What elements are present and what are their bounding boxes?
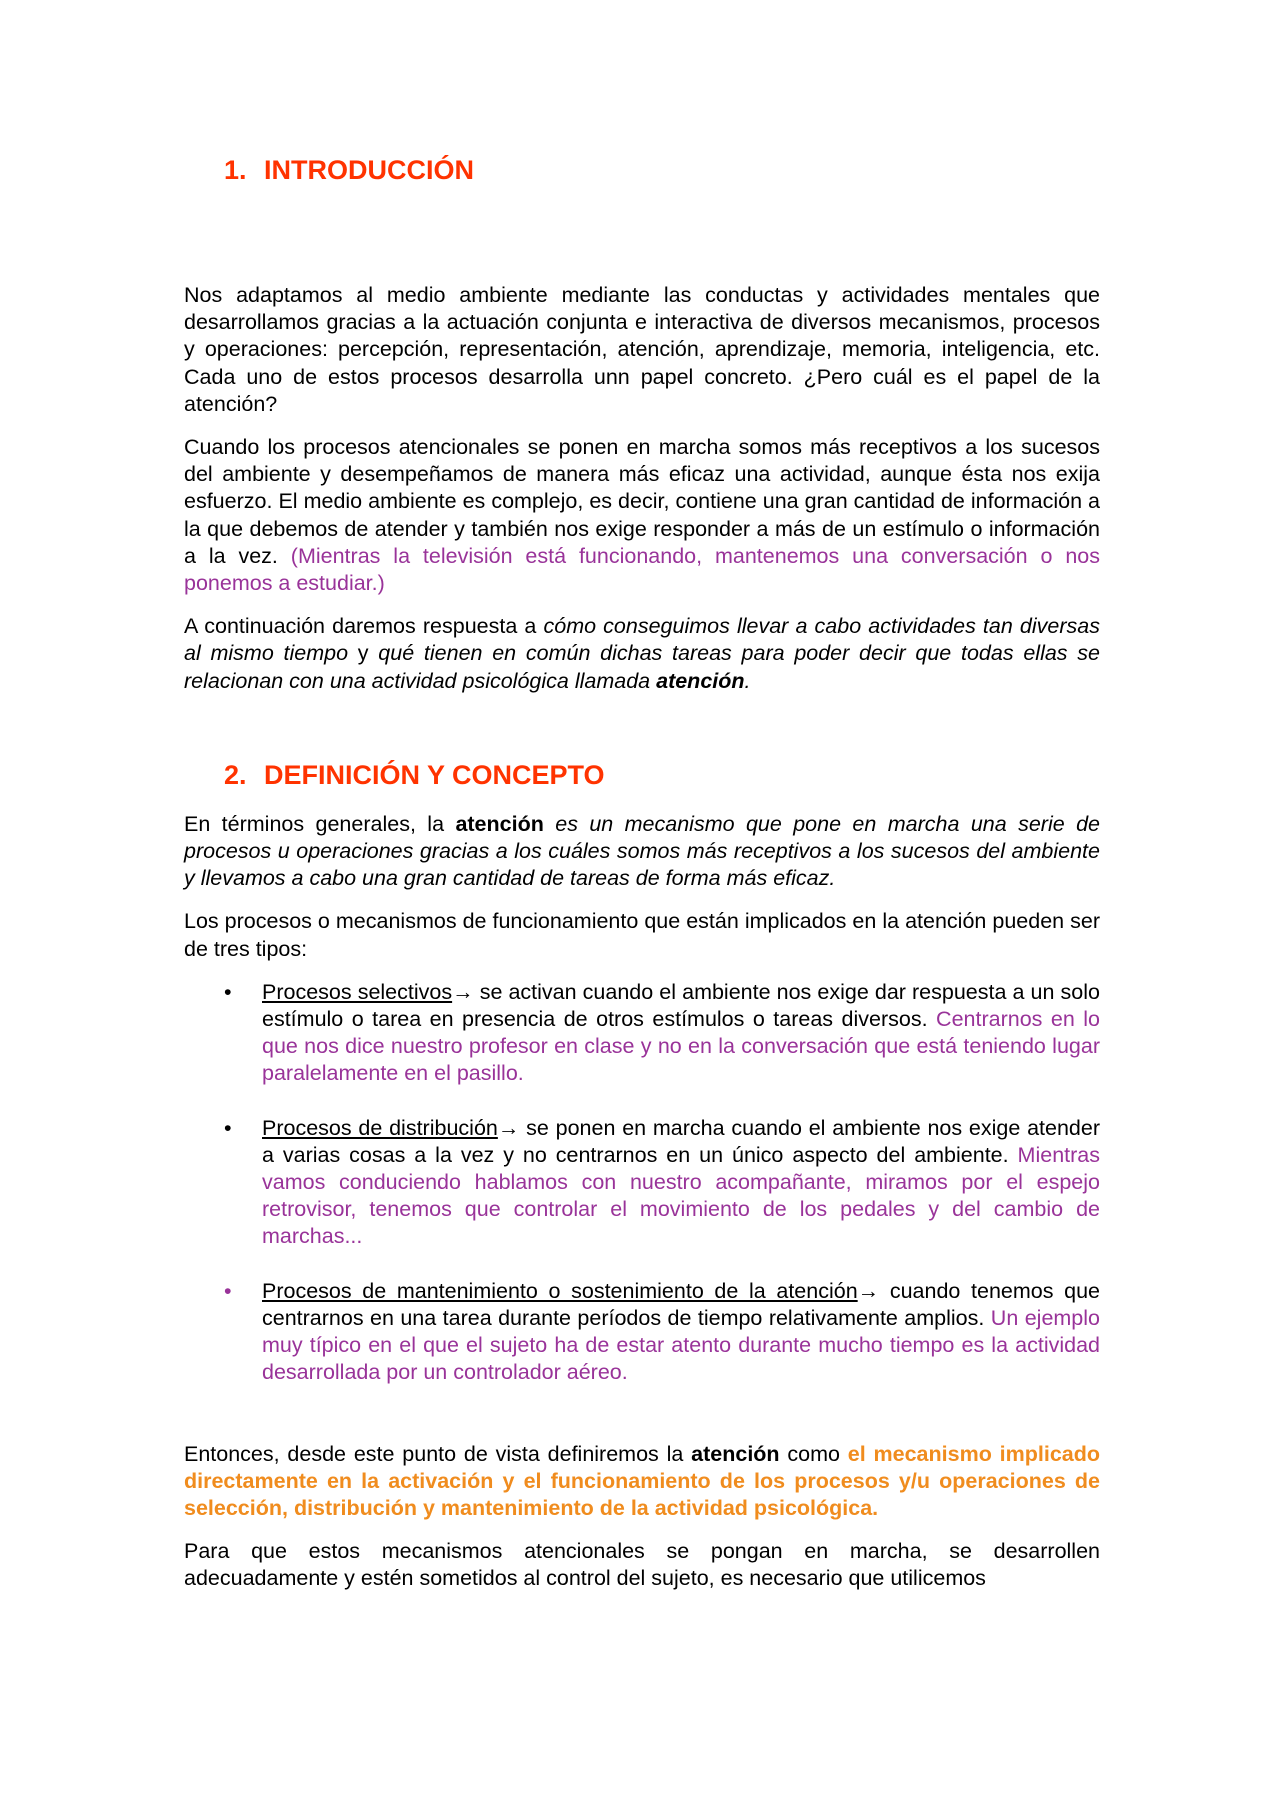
list-item — [184, 1115, 1100, 1251]
section-2-number: 2. — [224, 759, 247, 790]
intro-p3-f: . — [744, 668, 751, 693]
bullet-term: Procesos de mantenimiento o sostenimiento de la atención — [262, 1278, 858, 1303]
bullet-marker: • — [224, 1278, 232, 1303]
section-1-title: INTRODUCCIÓN — [264, 155, 474, 185]
intro-paragraph-3 — [184, 613, 1100, 695]
bullet-marker: • — [224, 1115, 232, 1140]
intro-p3-d: qué tienen en común dichas tareas para poder decir que todas ellas se relacionan con una actividad psicológica llamada — [184, 641, 1101, 693]
definition-paragraph-4: Para que estos mecanismos atencionales se pongan en marcha, se desarrollen adecuadamente y estén sometidos al control del sujeto, es necesario que utilicemos — [184, 1539, 1100, 1591]
section-1-number: 1. — [224, 155, 247, 185]
definition-paragraph-3 — [184, 1441, 1100, 1523]
section-1-heading — [184, 150, 1100, 190]
bullet-text: se activan cuando el ambiente nos exige dar respuesta a un solo estímulo o tarea en presencia de otros estímulos o tareas diversos. — [262, 979, 1100, 1032]
def-p3-d: el mecanismo implicado directamente en la activación y el funcionamiento de los procesos y/u operaciones de selección, distribución y mantenimiento de la actividad psicológica. — [184, 1441, 1100, 1520]
intro-p3-a: A continuación daremos respuesta a — [184, 614, 544, 639]
bullet-term: Procesos de distribución — [262, 1115, 498, 1140]
intro-paragraph-2 — [184, 434, 1100, 597]
bullet-text: se ponen en marcha cuando el ambiente nos exige atender a varias cosas a la vez y no centrarnos en un único aspecto del ambiente. — [262, 1115, 1100, 1167]
arrow-icon: → — [857, 1278, 880, 1303]
process-list — [184, 979, 1100, 1387]
section-2-heading — [184, 755, 1100, 795]
def-p1-c: es un mecanismo que pone en marcha una serie de procesos u operaciones gracias a los cuáles somos más receptivos a los sucesos del ambiente y llevamos a cabo una gran cantidad de tareas de forma más eficaz. — [184, 811, 1100, 891]
bullet-example: Centrarnos en lo que nos dice nuestro profesor en clase y no en la conversación que está teniendo lugar paralelamente en el pasillo. — [262, 1007, 1101, 1086]
def-p3-b: atención — [691, 1441, 780, 1466]
arrow-icon: → — [497, 1115, 520, 1140]
definition-paragraph-2: Los procesos o mecanismos de funcionamiento que están implicados en la atención pueden ser de tres tipos: — [184, 909, 1100, 961]
intro-p3-b: cómo conseguimos llevar a cabo actividades tan diversas al mismo tiempo — [184, 614, 1100, 666]
bullet-term: Procesos selectivos — [262, 979, 453, 1004]
bullet-example: Un ejemplo muy típico en el que el sujeto ha de estar atento durante mucho tiempo es la actividad desarrollada por un controlador aéreo. — [262, 1305, 1100, 1385]
intro-p3-e: atención — [656, 668, 745, 693]
intro-p3-c: y — [348, 641, 379, 666]
definition-paragraph-1 — [184, 811, 1100, 893]
def-p1-a: En términos generales, la — [184, 811, 456, 836]
intro-paragraph-2-text: Cuando los procesos atencionales se ponen en marcha somos más receptivos a los sucesos del ambiente y desempeñamos de manera más eficaz una actividad, aunque ésta nos exija esfuerzo. El medio ambiente es complejo, es decir, contiene una gran cantidad de información a la que debemos de atender y también nos exige responder a más de un estímulo o información a la vez. — [184, 435, 1100, 568]
bullet-text: cuando tenemos que centrarnos en una tarea durante períodos de tiempo relativamente amplios. — [262, 1278, 1100, 1330]
section-2-title: DEFINICIÓN Y CONCEPTO — [264, 759, 605, 790]
bullet-example: Mientras vamos conduciendo hablamos con nuestro acompañante, miramos por el espejo retrovisor, tenemos que controlar el movimiento de los pedales y del cambio de marchas... — [262, 1142, 1100, 1249]
list-item — [184, 1278, 1100, 1387]
arrow-icon: → — [452, 979, 474, 1004]
list-item — [184, 979, 1100, 1088]
intro-paragraph-1: Nos adaptamos al medio ambiente mediante las conductas y actividades mentales que desarrollamos gracias a la actuación conjunta e interactiva de diversos mecanismos, procesos y operaciones: percepción, representación, atención, aprendizaje, memoria, inteligencia, etc. Cada uno de estos procesos desarrolla unn papel concreto. ¿Pero cuál es el papel de la atención? — [184, 283, 1100, 416]
def-p3-a: Entonces, desde este punto de vista definiremos la — [184, 1441, 692, 1466]
def-p1-b: atención — [455, 811, 544, 836]
def-p3-c: como — [779, 1441, 848, 1466]
bullet-marker: • — [224, 979, 232, 1004]
document-content — [184, 150, 1100, 1593]
intro-paragraph-2-example: (Mientras la televisión está funcionando, mantenemos una conversación o nos ponemos a estudiar.) — [184, 543, 1100, 596]
